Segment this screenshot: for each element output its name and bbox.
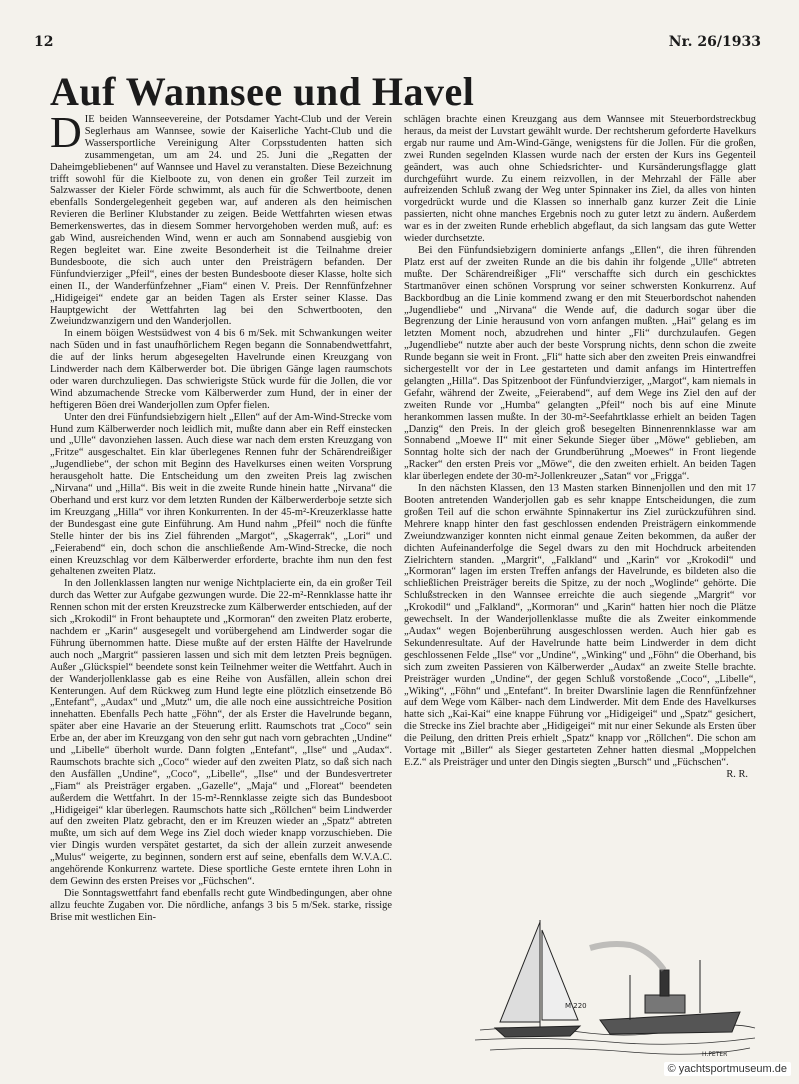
article-column-right: [404, 114, 756, 780]
paragraph: In den Jollenklassen langten nur wenige Nichtplacierte ein, da ein großer Teil durch das Wetter zur Aufgabe gezwungen wurde. Die 22-m²-Rennklasse hatte ihr Rennen schon mit der ersten Kreuzstrecke zum Kälberwerder entschieden, auf der sich „Krokodil“ in Front behauptete und „Kormoran“ den zweiten Platz eroberte, nachdem er „Karin“ ausgesegelt und vorübergehend am Lindwerder sogar die Führung übernommen hatte. Diese mußte auf der ersten Hälfte der Havelrunde auch noch „Margrit“ passieren lassen und sich mit dem letzten Preis begnügen. Außer „Glückspiel“ beendete sonst kein Teilnehmer weiter die Wettfahrt. Auch in der Wanderjollenklasse gab es eine Reihe von Ausfällen, allein schon drei Kenterungen. Auf dem Rückweg zum Hund legte eine plötzlich einsetzende Bö „Entefant“, „Audax“ und „Mutz“ um, die alle noch eine aussichtreiche Position innehatten. Ebenfalls Pech hatte „Föhn“, der als Erster die Havelrunde begann, später aber eine Havarie an der Steuerung erlitt. Raumschots trat „Coco“ sein Erbe an, der aber im Kreuzgang von den sehr gut nach vorn gebrachten „Undine“ und „Libelle“ überholt wurde. Dann folgten „Entefant“, „Ilse“ und „Audax“. Raumschots brachte sich „Coco“ wieder auf den zweiten Platz, so daß sich nach den Ausfällen „Undine“, „Coco“, „Libelle“, „Ilse“ und der Bundesvertreter „Fiam“ als Preisträger ergaben. „Gazelle“, „Maja“ und „Floreat“ beendeten außerdem die Wettfahrt. In der 15-m²-Rennklasse zeigte sich das Bundesboot „Hidigeigei“ klar überlegen. Raumschots hatte sich „Röllchen“ beim Lindwerder auf den zweiten Platz gebracht, den er im Kreuzen wieder an „Spatz“ abtreten mußte, um sich auf dem Wege ins Ziel doch wieder knapp vorzuschieben. Die vier Dingis wurden verspätet gestartet, da sich der allein zurzeit anwesende „Mulus“ weigerte, zu beginnen, sondern erst auf seine, ebenfalls dem W.V.A.C. angehörende Konkurrenz wartete. Diese sportliche Geste erntete ihren Lohn in dem Gewinn des ersten Preises vor „Füchschen“.: [50, 578, 392, 887]
issue-number: Nr. 26/1933: [668, 34, 761, 50]
smoke: [590, 944, 664, 970]
dropcap: D: [50, 108, 82, 157]
article-title: Auf Wannsee und Havel: [50, 69, 475, 114]
author-signature: R. R.: [726, 768, 748, 780]
paragraph: IE beiden Wannseevereine, der Potsdamer Yacht-Club und der Verein Seglerhaus am Wannsee, sowie der Kaiserliche Yacht-Club und die Wassersportliche Vereinigung Alter Corpsstudenten hatten sich zusammengetan, um am 24. und 25. Juni die „Regatten der Daheimgebliebenen“ auf Wannsee und Havel zu veranstalten. Diese Bezeichnung trifft sowohl für die Kielboote zu, von denen ein großer Teil zurzeit im Salzwasser der Kieler Förde schwimmt, als auch für die Schwertboote, denen ebenfalls Sondergelegenheit gegeben war, auf anderen als den heimischen Revieren die Berliner Klubstander zu zeigen. Beide Wettfahrten wiesen etwas Bemerkenswertes, das in diesem Sommer hervorgehoben werden muß, auf: es gab Wind, ausreichenden Wind, wenn er auch am Sonnabend ausgiebig von Regen begleitet war. Eine zweite Besonderheit ist die Teilnahme dreier Bundesboote, die sich auch unter den Preisträgern befanden. Der Fünfundvierziger „Pfeil“, eines der besten Bundesboote dieser Klasse, holte sich einen II., der Wanderfünfzehner „Fiam“ einen V. Preis. Der Rennfünfzehner „Hidigeigei“ endete gar an beiden Tagen als Erster seiner Klasse. Das Hauptgewicht der Wettfahrten lag bei den Schwertbooten, den Zweiundzwanzigern und den Wanderjollen.: [50, 114, 392, 328]
paragraph: schlägen brachte einen Kreuzgang aus dem Wannsee mit Steuerbordstreckbug heraus, da meist der Luvstart gewählt wurde. Der rechtsherum geforderte Havelkurs ergab nur raume und Am-Wind-Gänge, wenigstens für die Jollen. Für die großen, zwei Runden segelnden Klassen wurde nach der ersten der Kurs ins Gegenteil geändert, was auch ohne Schiedsrichter- und Kursänderungsflagge glatt durchgeführt wurde. Zu einem reizvollen, in der Mehrzahl der Fälle aber aufreizenden Schluß zwang der Weg unter Spinnaker ins Ziel, da alles von hinten vorgedrückt wurde und die Klassen so innerhalb ganz kurzer Zeit die Linie passierten, nicht ohne manches Ergebnis noch zu guter letzt zu ändern. Außerdem war es in der zweiten Runde erheblich abgeflaut, da sich langsam das gute Wetter wieder durchsetzte.: [404, 114, 756, 245]
boat-number: M 220: [565, 1002, 587, 1010]
paragraph: Die Sonntagswettfahrt fand ebenfalls recht gute Windbedingungen, aber ohne allzu feuchte Zugaben vor. Die nördliche, anfangs 3 bis 5 m/Sek. starke, rissige Brise mit westlichen Ein-: [50, 887, 392, 923]
paragraph: Bei den Fünfundsiebzigern dominierte anfangs „Ellen“, die ihren führenden Platz erst auf der zweiten Runde an die bis dahin ihr folgende „Ulle“ abtreten mußte. Der Schärendreißiger „Fli“ verschaffte sich durch ein geschicktes Startmanöver einen schönen Vorsprung vor seiner schwersten Konkurrenz. Auf Backbordbug an die Linie kommend zwang er den mit Steuerbordschot nahenden „Jugendliebe“ und „Nirvana“ die Wende auf, die dadurch sogar über die Begrenzung der Linie herausund von vorn anfangen mußten. „Hai“ gelang es im letzten Moment noch, abzudrehen und hinter „Fli“ durchzulaufen. Gegen „Jugendliebe“ nutzte aber auch der beste Vorsprung nichts, denn schon die zweite Runde begann sie weit in Front. „Fli“ hatte sich aber den zweiten Preis einwandfrei sichergestellt vor der in Lee gestarteten und damit anfangs im Hintertreffen gelangten „Hilla“. Das Spitzenboot der Fünfundvierziger, „Margot“, kam niemals in Gefahr, während der Zweite, „Feierabend“, auf dem Wege ins Ziel den auf der zweiten Runde vor „Humba“ gelangten „Pfeil“ noch bis auf eine Minute herankommen lassen mußte. In der 30-m²-Seefahrtklasse erhielt an beiden Tagen „Danzig“ den Preis. In der gleich groß besegelten Binnenrennklasse war am Sonnabend „Moewe II“ mit einer Sekunde Sieger über „Möwe“ geblieben, am Sonntag holte sich der nach der Grundberührung „Moewes“ in Front liegende „Racker“ den ersten Preis vor „Möwe“, die den zweiten erhielt. An beiden Tagen klar überlegen endete der 30-m²-Jollenkreuzer „Satan“ vor „Frigga“.: [404, 244, 756, 483]
steamer-ship: [600, 960, 740, 1034]
paragraph: In den nächsten Klassen, den 13 Masten starken Binnenjollen und den mit 17 Booten antretenden Wanderjollen gab es sehr knappe Entscheidungen, die zum großen Teil auf die schon erwähnte Spinnakertur ins Ziel zurückzuführen sind. Mehrere knapp hinter den fast geschlossen endenden Preisträgern einkommende Zweiundzwanziger konnten nicht einmal genaue Zeiten bekommen, da außer der dichten Aufeinanderfolge die Segel dwars zu den mit Hochdruck arbeitenden Zielrichtern standen. „Margrit“, „Falkland“ und „Karin“ vor „Krokodil“ und „Kormoran“ lagen im ersten Treffen anfangs der Havelrunde, es bildeten also die schließlichen Preisträger bereits die Spitze, zu der noch „Woglinde“ gehörte. Die Schlußstrecken in den Wannsee erreichte die auch siegende „Margrit“ vor „Krokodil“ und „Falkland“, „Kormoran“ und „Karin“ hatten hier noch die Plätze gewechselt. In der Wanderjollenklasse mußte die als Zweiter einkommende „Audax“ wegen Bojenberührung ausgeschlossen werden. Auch hier gab es Sekundenresultate. Auf der Havelrunde hatte beim Lindwerder in dem dicht geschlossenen Felde „Ilse“ vor „Undine“, „Winking“ und „Föhn“ die Oberhand, bis sich zum zweiten Passieren von Kälberwerder „Audax“ an zweite Stelle brachte. Preisträger wurden „Undine“, der gegen Schluß vorstoßende „Coco“, „Libelle“, „Wiking“, „Föhn“ und „Entefant“. In breiter Dwarslinie lagen die Rennfünfzehner auf dem Wege vom Kälber- nach dem Lindwerder. Mit dem Ende des Havelkurses hatte sich „Kai-Kai“ eine knappe Führung vor „Hidigeigei“ und „Spatz“ gesichert, die Strecke ins Ziel brachte aber „Hidigeigei“ mit nur einer Sekunde als Ersten über die Peilung, den dritten Preis erhielt „Spatz“ knapp vor „Röllchen“. Die schon am Vortage mit „Biller“ als Sieger gestarteten Zehner hatten diesmal „Moppelchen E.Z.“ als Preisträger und unter den Dingis siegten „Bursch“ und „Füchschen“.: [404, 483, 756, 768]
article-column-left: [50, 108, 392, 1066]
sailboat: [495, 920, 580, 1037]
paragraph: In einem böigen Westsüdwest von 4 bis 6 m/Sek. mit Schwankungen weiter nach Süden und in fast unaufhörlichem Regen begann die Sonnabendwettfahrt, die auf der links herum abgesegelten Havelrunde einen Kreuzgang von Lindwerder nach dem Kälberwerder bot. Die übrigen Gänge lagen raumschots oder waren durchzuliegen. Das schwierigste Stück wurde für die Jollen, die vor Wind abzumachende Strecke vom Kälberwerder zum Hund, der in einer der heftigeren Böen drei Wanderjollen zum Opfer fielen.: [50, 328, 392, 411]
paragraph: Unter den drei Fünfundsiebzigern hielt „Ellen“ auf der Am-Wind-Strecke vom Hund zum Kälberwerder noch leidlich mit, mußte dann aber ein Reff einstecken und „Ulle“ davonziehen lassen. Auch diese war nach dem ersten Kreuzgang von „Fritze“ ausgeschaltet. Ein klar überlegenes Rennen fuhr der Schärendreißiger „Jugendliebe“, der schon mit Beginn des Havelkurses einen weiten Vorsprung herausgeholt hatte. Die Entscheidung um den zweiten Preis lag zwischen „Nirvana“ und „Hilla“. Bis weit in die zweite Runde hinein hatte „Nirvana“ die Oberhand und erst kurz vor dem letzten Runden der Kälberwerderboje setzte sich im Kreuzgang „Hilla“ vor ihren Konkurrenten. In der 45-m²-Kreuzerklasse hatte der Bundesgast eine gute Einführung. Am Hund nahm „Pfeil“ noch die fünfte Stelle hinter der bis ins Ziel führenden „Margot“, „Skagerrak“, „Lori“ und „Feierabend“ ein, doch schon die anschließende Am-Wind-Strecke, die noch einen Kreuzschlag vor dem Kälberwerder erforderte, brachte ihm nun den fest gehaltenen zweiten Platz.: [50, 411, 392, 578]
page-number: 12: [34, 34, 54, 50]
artist-mark: H.PETER: [702, 1051, 728, 1058]
watermark[interactable]: © yachtsportmuseum.de: [664, 1062, 791, 1076]
sailboat-steamer-illustration: [470, 900, 760, 1060]
